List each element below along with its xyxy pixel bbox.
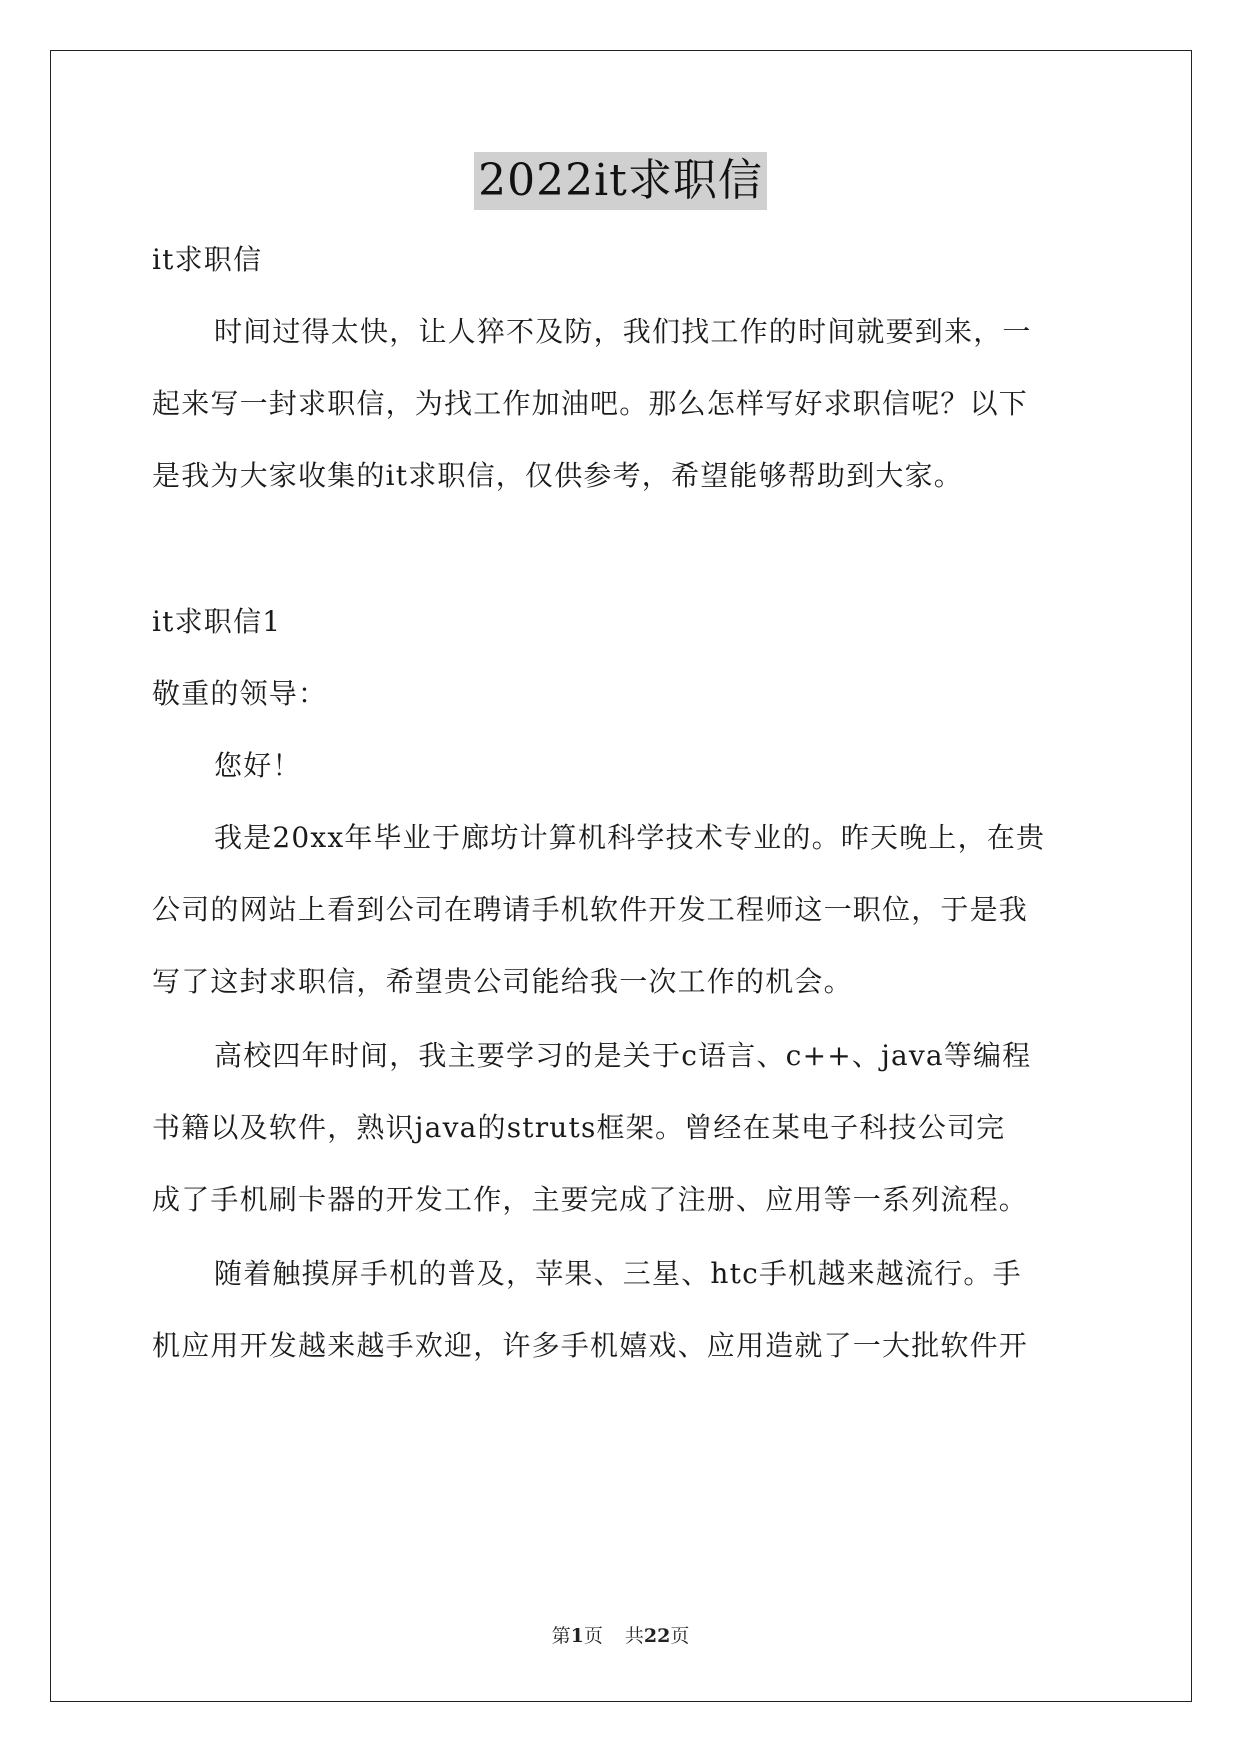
paragraph-line: 写了这封求职信，希望贵公司能给我一次工作的机会。 [152,965,853,998]
section-heading: it求职信1 [152,605,282,638]
paragraph-line: 书籍以及软件，熟识java的struts框架。曾经在某电子科技公司完 [152,1111,1006,1144]
footer-total-prefix: 共 [624,1625,644,1647]
paragraph-line: 成了手机刷卡器的开发工作，主要完成了注册、应用等一系列流程。 [152,1183,1029,1216]
paragraph-line: 公司的网站上看到公司在聘请手机软件开发工程师这一职位，于是我 [152,893,1029,926]
paragraph-line: 我是20xx年毕业于廊坊计算机科学技术专业的。昨天晚上，在贵 [214,821,1046,854]
footer-page-number: 1 [570,1625,584,1647]
intro-line-3: 是我为大家收集的it求职信，仅供参考，希望能够帮助到大家。 [152,459,964,492]
title-container [0,152,1241,210]
intro-line-2: 起来写一封求职信，为找工作加油吧。那么怎样写好求职信呢？以下 [152,387,1029,420]
doc-heading: it求职信 [152,243,263,276]
page-footer [0,1624,1241,1648]
footer-page-prefix: 第 [551,1625,571,1647]
intro-line-1: 时间过得太快，让人猝不及防，我们找工作的时间就要到来，一 [214,315,1032,348]
page-border [50,50,1192,1702]
footer-page-suffix: 页 [583,1625,603,1647]
paragraph-line: 机应用开发越来越手欢迎，许多手机嬉戏、应用造就了一大批软件开 [152,1329,1029,1362]
salutation: 敬重的领导： [152,677,328,710]
footer-total-suffix: 页 [670,1625,690,1647]
paragraph-line: 随着触摸屏手机的普及，苹果、三星、htc手机越来越流行。手 [214,1257,1022,1290]
document-title: 2022it求职信 [474,152,767,210]
footer-total-pages: 22 [643,1625,671,1647]
greeting: 您好！ [214,749,302,782]
paragraph-line: 高校四年时间，我主要学习的是关于c语言、c++、java等编程 [214,1039,1032,1072]
